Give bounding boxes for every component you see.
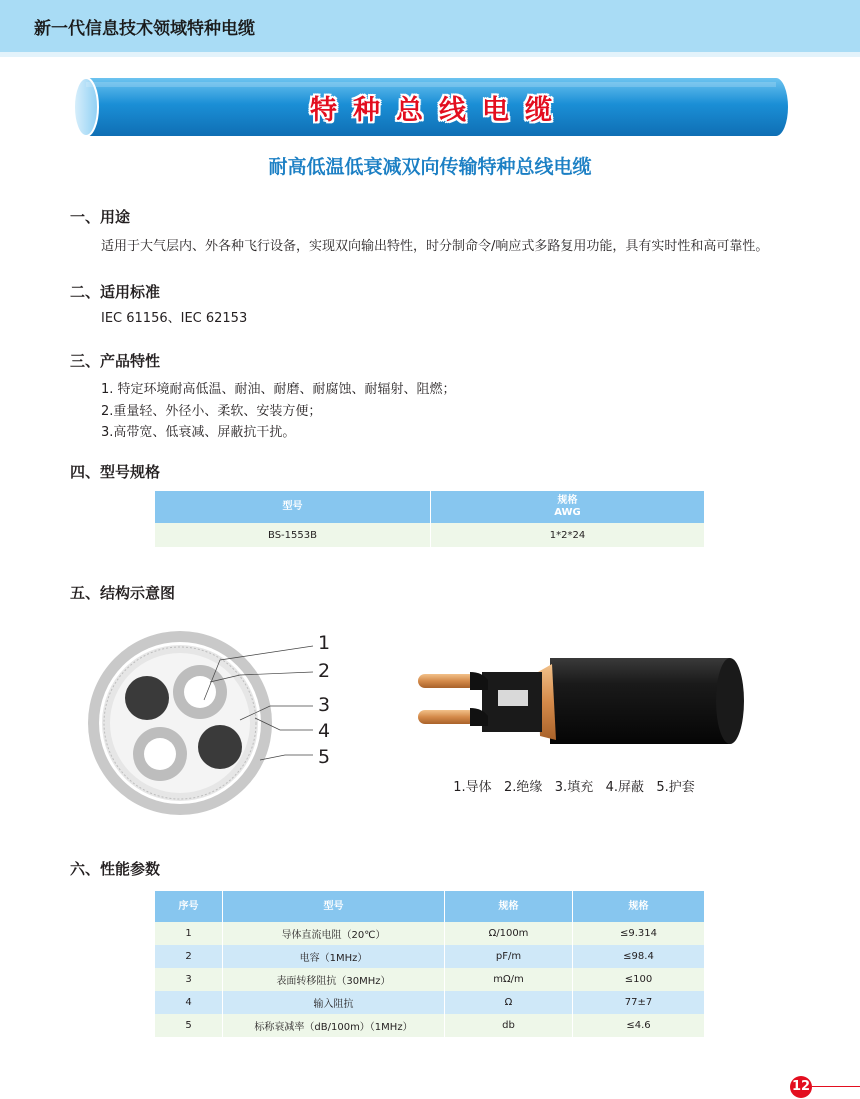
value-cell: 77±7 bbox=[573, 991, 705, 1014]
table-row bbox=[155, 922, 704, 945]
col-value-header: 规格 bbox=[573, 891, 705, 922]
page-number: 12 bbox=[790, 1076, 812, 1098]
no-cell: 4 bbox=[155, 991, 223, 1014]
value-cell: ≤9.314 bbox=[573, 922, 705, 945]
value-cell: ≤100 bbox=[573, 968, 705, 991]
col-model-header: 型号 bbox=[155, 491, 431, 523]
unit-cell: Ω bbox=[445, 991, 573, 1014]
model-heading: 四、型号规格 bbox=[70, 463, 161, 481]
title-banner bbox=[72, 76, 790, 138]
item-cell: 表面转移阻抗（30MHz） bbox=[223, 968, 445, 991]
value-cell: ≤98.4 bbox=[573, 945, 705, 968]
col-no-header: 序号 bbox=[155, 891, 223, 922]
no-cell: 2 bbox=[155, 945, 223, 968]
label-3: 3 bbox=[318, 694, 331, 716]
table-header-row bbox=[155, 891, 704, 922]
unit-cell: mΩ/m bbox=[445, 968, 573, 991]
conductor-bottom bbox=[418, 710, 476, 724]
insulation-core bbox=[184, 676, 216, 708]
label-4: 4 bbox=[318, 720, 331, 742]
page-number-line bbox=[812, 1086, 860, 1087]
feature-item: 2.重量轻、外径小、柔软、安装方便； bbox=[101, 404, 322, 419]
cross-section-diagram bbox=[80, 620, 350, 830]
header-bar bbox=[0, 0, 860, 52]
product-subtitle: 耐高低温低衰减双向传输特种总线电缆 bbox=[268, 156, 592, 178]
conductor-top bbox=[418, 674, 476, 688]
label-2: 2 bbox=[318, 660, 331, 682]
col-spec-header-line1: 规格 bbox=[557, 495, 578, 506]
item-cell: 输入阻抗 bbox=[223, 991, 445, 1014]
table-row bbox=[155, 945, 704, 968]
label-5: 5 bbox=[318, 746, 331, 768]
unit-cell: Ω/100m bbox=[445, 922, 573, 945]
col-spec-header-line2: AWG bbox=[554, 507, 581, 518]
standard-heading: 二、适用标准 bbox=[70, 283, 161, 301]
no-cell: 5 bbox=[155, 1014, 223, 1037]
filler bbox=[498, 690, 528, 706]
structure-legend: 1.导体 2.绝缘 3.填充 4.屏蔽 5.护套 bbox=[453, 780, 695, 795]
table-header-row bbox=[155, 491, 704, 523]
performance-heading: 六、性能参数 bbox=[70, 860, 161, 878]
table-row bbox=[155, 1014, 704, 1037]
conductor-black bbox=[198, 725, 242, 769]
outer-jacket bbox=[550, 658, 740, 744]
usage-text: 适用于大气层内、外各种飞行设备，实现双向输出特性，时分制命令/响应式多路复用功能，具有实时性和高可靠性。 bbox=[101, 239, 769, 254]
no-cell: 1 bbox=[155, 922, 223, 945]
item-cell: 标称衰减率（dB/100m）（1MHz） bbox=[223, 1014, 445, 1037]
col-item-header: 型号 bbox=[223, 891, 445, 922]
model-spec-table bbox=[155, 491, 704, 547]
col-spec-header bbox=[431, 491, 705, 523]
col-unit-header: 规格 bbox=[445, 891, 573, 922]
usage-heading: 一、用途 bbox=[70, 208, 131, 226]
value-cell: ≤4.6 bbox=[573, 1014, 705, 1037]
header-divider bbox=[0, 52, 860, 57]
standard-text: IEC 61156、IEC 62153 bbox=[101, 311, 248, 326]
feature-item: 3.高带宽、低衰减、屏蔽抗干扰。 bbox=[101, 425, 296, 440]
insulation-core bbox=[144, 738, 176, 770]
no-cell: 3 bbox=[155, 968, 223, 991]
conductor-black bbox=[125, 676, 169, 720]
item-cell: 电容（1MHz） bbox=[223, 945, 445, 968]
label-1: 1 bbox=[318, 632, 331, 654]
unit-cell: pF/m bbox=[445, 945, 573, 968]
features-heading: 三、产品特性 bbox=[70, 352, 161, 370]
jacket-end bbox=[716, 658, 744, 744]
header-title: 新一代信息技术领域特种电缆 bbox=[34, 19, 255, 39]
cable-illustration bbox=[400, 650, 750, 760]
structure-heading: 五、结构示意图 bbox=[70, 584, 176, 602]
banner-title: 特种总线电缆 bbox=[310, 95, 568, 126]
table-row bbox=[155, 523, 704, 547]
spec-cell: 1*2*24 bbox=[431, 523, 705, 547]
table-row bbox=[155, 991, 704, 1014]
item-cell: 导体直流电阻（20℃） bbox=[223, 922, 445, 945]
unit-cell: db bbox=[445, 1014, 573, 1037]
table-row bbox=[155, 968, 704, 991]
model-cell: BS-1553B bbox=[155, 523, 431, 547]
performance-table bbox=[155, 891, 704, 1037]
feature-item: 1. 特定环境耐高低温、耐油、耐磨、耐腐蚀、耐辐射、阻燃； bbox=[101, 382, 456, 397]
